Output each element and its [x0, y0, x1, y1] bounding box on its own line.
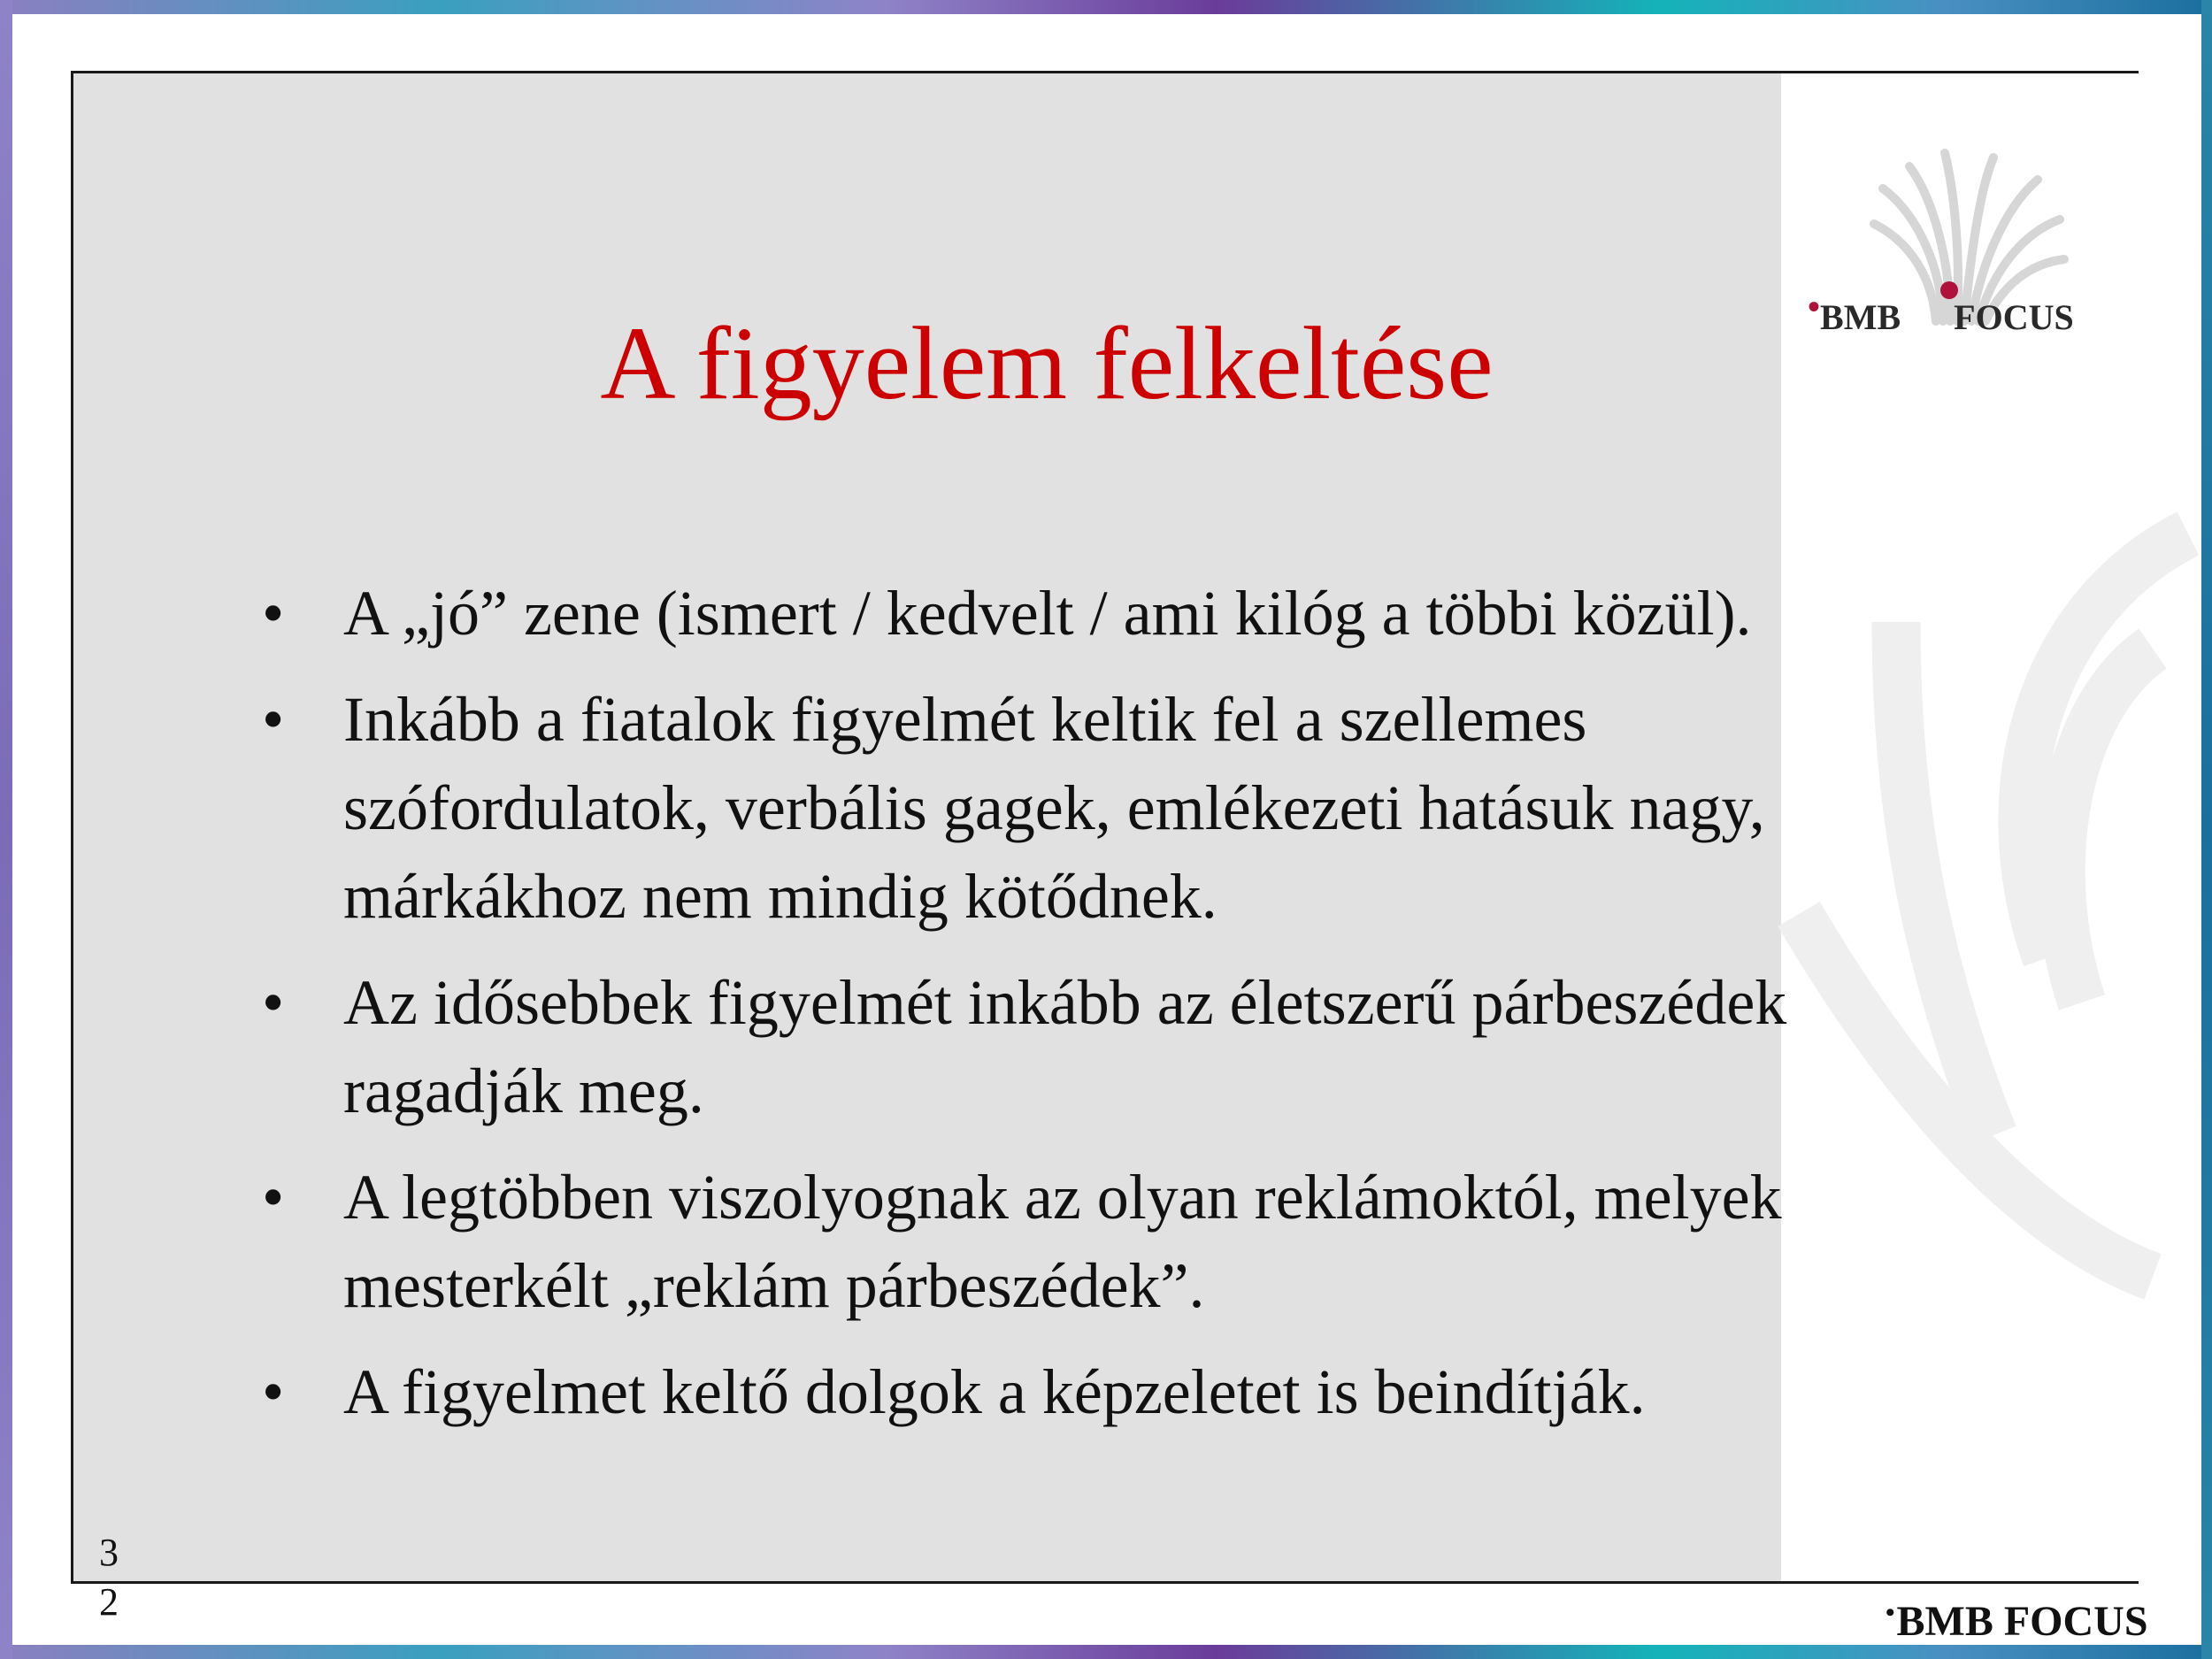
bmb-focus-logo-mark-icon	[1847, 144, 2078, 321]
top-gradient-bar	[0, 0, 2212, 14]
page-number	[96, 1528, 122, 1627]
logo-word-bmb: BMB	[1820, 297, 1901, 337]
logo-word-focus: FOCUS	[1954, 297, 2074, 337]
slide-frame	[71, 71, 2148, 1645]
right-gradient-bar	[2201, 0, 2212, 1659]
footer-dot-icon: •	[1886, 1598, 1895, 1627]
page-number-line2: 2	[99, 1580, 119, 1624]
bullet-list	[250, 569, 1843, 1454]
left-gradient-bar	[0, 0, 12, 1659]
bullet-item: • A figyelmet keltő dolgok a képzeletet is beindítják.	[250, 1348, 1843, 1436]
bottom-gradient-bar	[0, 1645, 2212, 1659]
page-number-line1: 3	[99, 1531, 119, 1574]
bullet-item: • Az idősebbek figyelmét inkább az életszerű párbeszédek ragadják meg.	[250, 958, 1843, 1135]
bullet-item: • A legtöbben viszolyognak az olyan reklámoktól, melyek mesterkélt „reklám párbeszédek”.	[250, 1153, 1843, 1330]
slide-title: A figyelem felkeltése	[600, 305, 1494, 421]
footer-brand-text: BMB FOCUS	[1896, 1598, 2148, 1645]
logo-dot-icon: •	[1808, 287, 1821, 326]
bullet-item: • A „jó” zene (ismert / kedvelt / ami kilóg a többi közül).	[250, 569, 1843, 657]
bullet-item: • Inkább a fiatalok figyelmét keltik fel a szellemes szófordulatok, verbális gagek, emlékezeti hatásuk nagy, márkákhoz nem mindig kötődnek.	[250, 675, 1843, 941]
footer-brand	[1886, 1597, 2148, 1646]
